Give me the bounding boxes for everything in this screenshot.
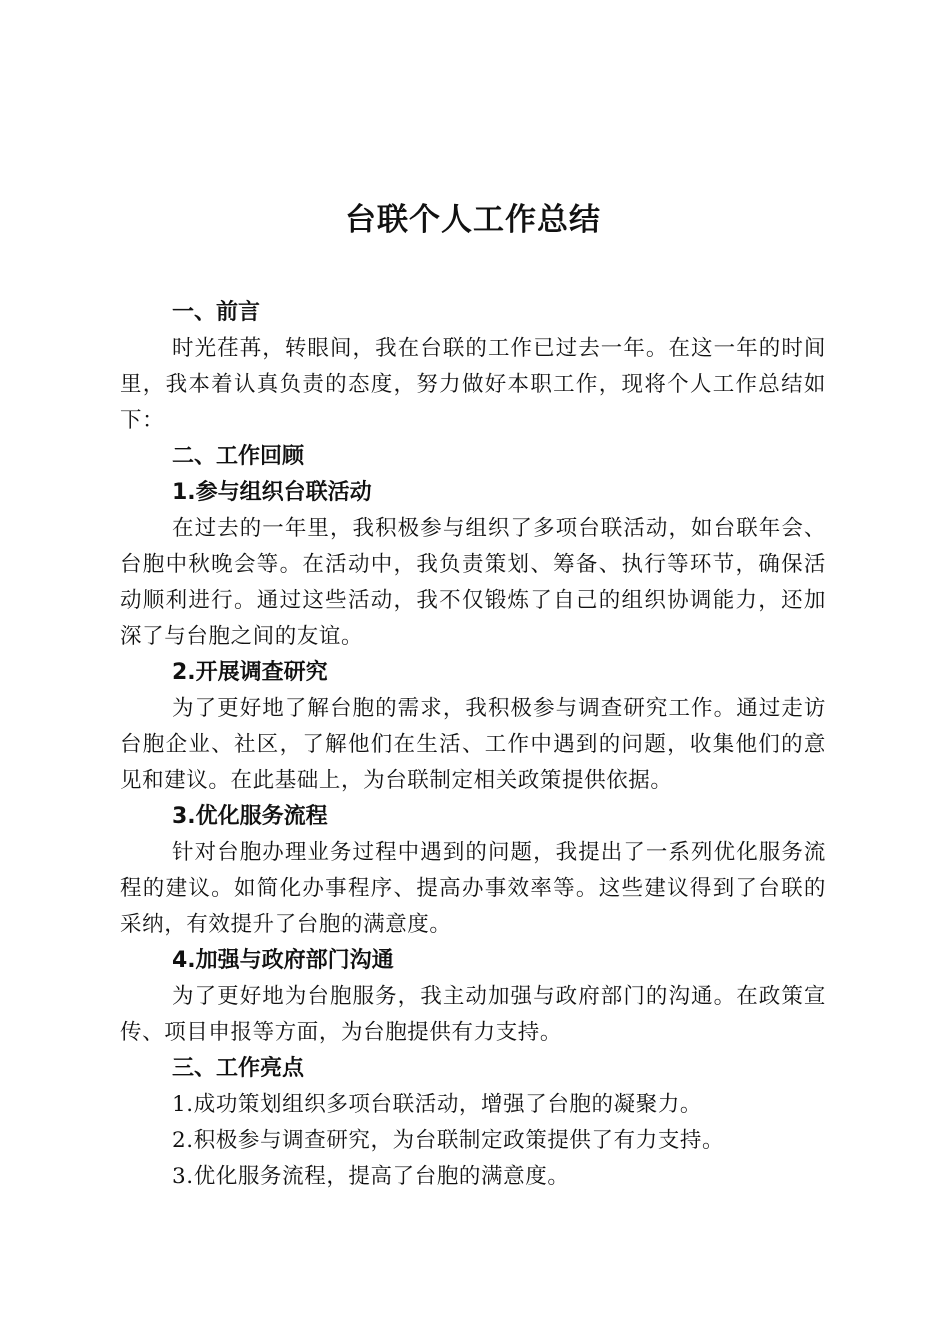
paragraph-research: 为了更好地了解台胞的需求，我积极参与调查研究工作。通过走访台胞企业、社区，了解他们在生活、工作中遇到的问题，收集他们的意见和建议。在此基础上，为台联制定相关政策提供依据。 bbox=[120, 696, 826, 793]
section-heading-preface: 一、前言 bbox=[172, 300, 261, 325]
subsection-heading-service: 3.优化服务流程 bbox=[172, 804, 328, 829]
paragraph-service: 针对台胞办理业务过程中遇到的问题，我提出了一系列优化服务流程的建议。如简化办事程序、提高办事效率等。这些建议得到了台联的采纳，有效提升了台胞的满意度。 bbox=[120, 840, 826, 937]
section-heading-highlights: 三、工作亮点 bbox=[172, 1056, 305, 1081]
highlight-item: 2.积极参与调查研究，为台联制定政策提供了有力支持。 bbox=[172, 1128, 725, 1153]
paragraph-activities: 在过去的一年里，我积极参与组织了多项台联活动，如台联年会、台胞中秋晚会等。在活动中，我负责策划、筹备、执行等环节，确保活动顺利进行。通过这些活动，我不仅锻炼了自己的组织协调能力，还加深了与台胞之间的友谊。 bbox=[120, 516, 826, 649]
highlight-item: 1.成功策划组织多项台联活动，增强了台胞的凝聚力。 bbox=[172, 1092, 703, 1117]
highlight-item: 3.优化服务流程，提高了台胞的满意度。 bbox=[172, 1164, 570, 1189]
subsection-heading-government: 4.加强与政府部门沟通 bbox=[172, 948, 394, 973]
paragraph-government: 为了更好地为台胞服务，我主动加强与政府部门的沟通。在政策宣传、项目申报等方面，为台胞提供有力支持。 bbox=[120, 984, 826, 1045]
document-title: 台联个人工作总结 bbox=[345, 202, 601, 238]
document-body bbox=[120, 295, 826, 1195]
preface-paragraph: 时光荏苒，转眼间，我在台联的工作已过去一年。在这一年的时间里，我本着认真负责的态度，努力做好本职工作，现将个人工作总结如下： bbox=[120, 336, 826, 433]
subsection-heading-research: 2.开展调查研究 bbox=[172, 660, 328, 685]
section-heading-review: 二、工作回顾 bbox=[172, 444, 305, 469]
subsection-heading-activities: 1.参与组织台联活动 bbox=[172, 480, 372, 505]
